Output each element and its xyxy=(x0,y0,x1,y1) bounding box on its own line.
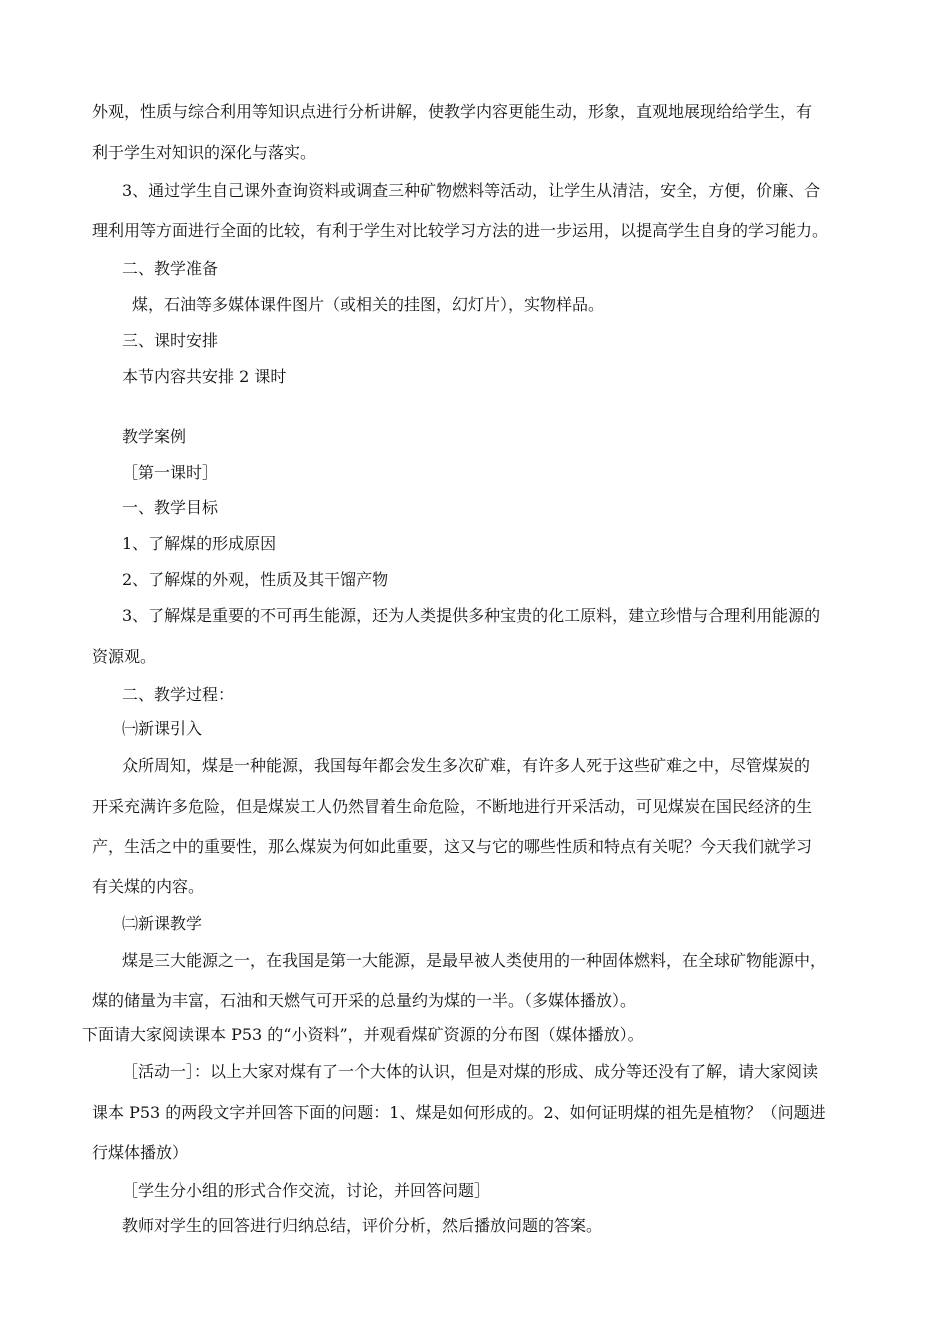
paragraph-line: 煤是三大能源之一，在我国是第一大能源，是最早被人类使用的一种固体燃料，在全球矿物能源中， xyxy=(122,951,827,970)
paragraph-line: 课本 P53 的两段文字并回答下面的问题：1、煤是如何形成的。2、如何证明煤的祖先是植物？（问题进 xyxy=(92,1103,826,1122)
list-item: 2、了解煤的外观，性质及其干馏产物 xyxy=(122,570,389,589)
paragraph-line: ［活动一］：以上大家对煤有了一个大体的认识，但是对煤的形成、成分等还没有了解，请大家阅读 xyxy=(122,1062,819,1081)
list-item: 3、了解煤是重要的不可再生能源，还为人类提供多种宝贵的化工原料，建立珍惜与合理利用能源的 xyxy=(122,606,821,625)
paragraph-line: 本节内容共安排 2 课时 xyxy=(122,367,287,386)
section-heading: 一、教学目标 xyxy=(122,498,219,517)
paragraph-line: ［第一课时］ xyxy=(122,463,219,482)
paragraph-line: 外观，性质与综合利用等知识点进行分析讲解，使教学内容更能生动，形象，直观地展现给给学生，有 xyxy=(92,102,813,121)
subsection-heading: ㈠新课引入 xyxy=(122,719,203,738)
list-item: 资源观。 xyxy=(92,647,157,666)
section-heading: 教学案例 xyxy=(122,427,187,446)
paragraph-line: 理利用等方面进行全面的比较，有利于学生对比较学习方法的进一步运用，以提高学生自身的学习能力。 xyxy=(92,221,829,240)
paragraph-line: 有关煤的内容。 xyxy=(92,877,205,896)
paragraph-line: 煤的储量为丰富，石油和天燃气可开采的总量约为煤的一半。（多媒体播放）。 xyxy=(92,991,637,1010)
subsection-heading: ㈡新课教学 xyxy=(122,914,203,933)
paragraph-line: 教师对学生的回答进行归纳总结，评价分析，然后播放问题的答案。 xyxy=(122,1216,603,1235)
paragraph-line: ［学生分小组的形式合作交流，讨论，并回答问题］ xyxy=(122,1181,491,1200)
paragraph-line: 3、通过学生自己课外查询资料或调查三种矿物燃料等活动，让学生从清洁，安全，方便，价廉、合 xyxy=(122,181,821,200)
paragraph-line: 产，生活之中的重要性，那么煤炭为何如此重要，这又与它的哪些性质和特点有关呢？今天我们就学习 xyxy=(92,837,813,856)
paragraph-line: 煤，石油等多媒体课件图片（或相关的挂图，幻灯片），实物样品。 xyxy=(132,295,605,314)
paragraph-line: 众所周知，煤是一种能源，我国每年都会发生多次矿难，有许多人死于这些矿难之中，尽管煤炭的 xyxy=(122,756,811,775)
paragraph-line: 开采充满许多危险，但是煤炭工人仍然冒着生命危险，不断地进行开采活动，可见煤炭在国民经济的生 xyxy=(92,797,813,816)
paragraph-line: 下面请大家阅读课本 P53 的“小资料”，并观看煤矿资源的分布图（媒体播放）。 xyxy=(82,1025,644,1044)
section-heading: 二、教学过程： xyxy=(122,685,235,704)
list-item: 1、了解煤的形成原因 xyxy=(122,534,277,553)
paragraph-line: 利于学生对知识的深化与落实。 xyxy=(92,143,317,162)
paragraph-line: 行煤体播放） xyxy=(92,1143,189,1162)
section-heading: 三、课时安排 xyxy=(122,331,219,350)
section-heading: 二、教学准备 xyxy=(122,259,219,278)
